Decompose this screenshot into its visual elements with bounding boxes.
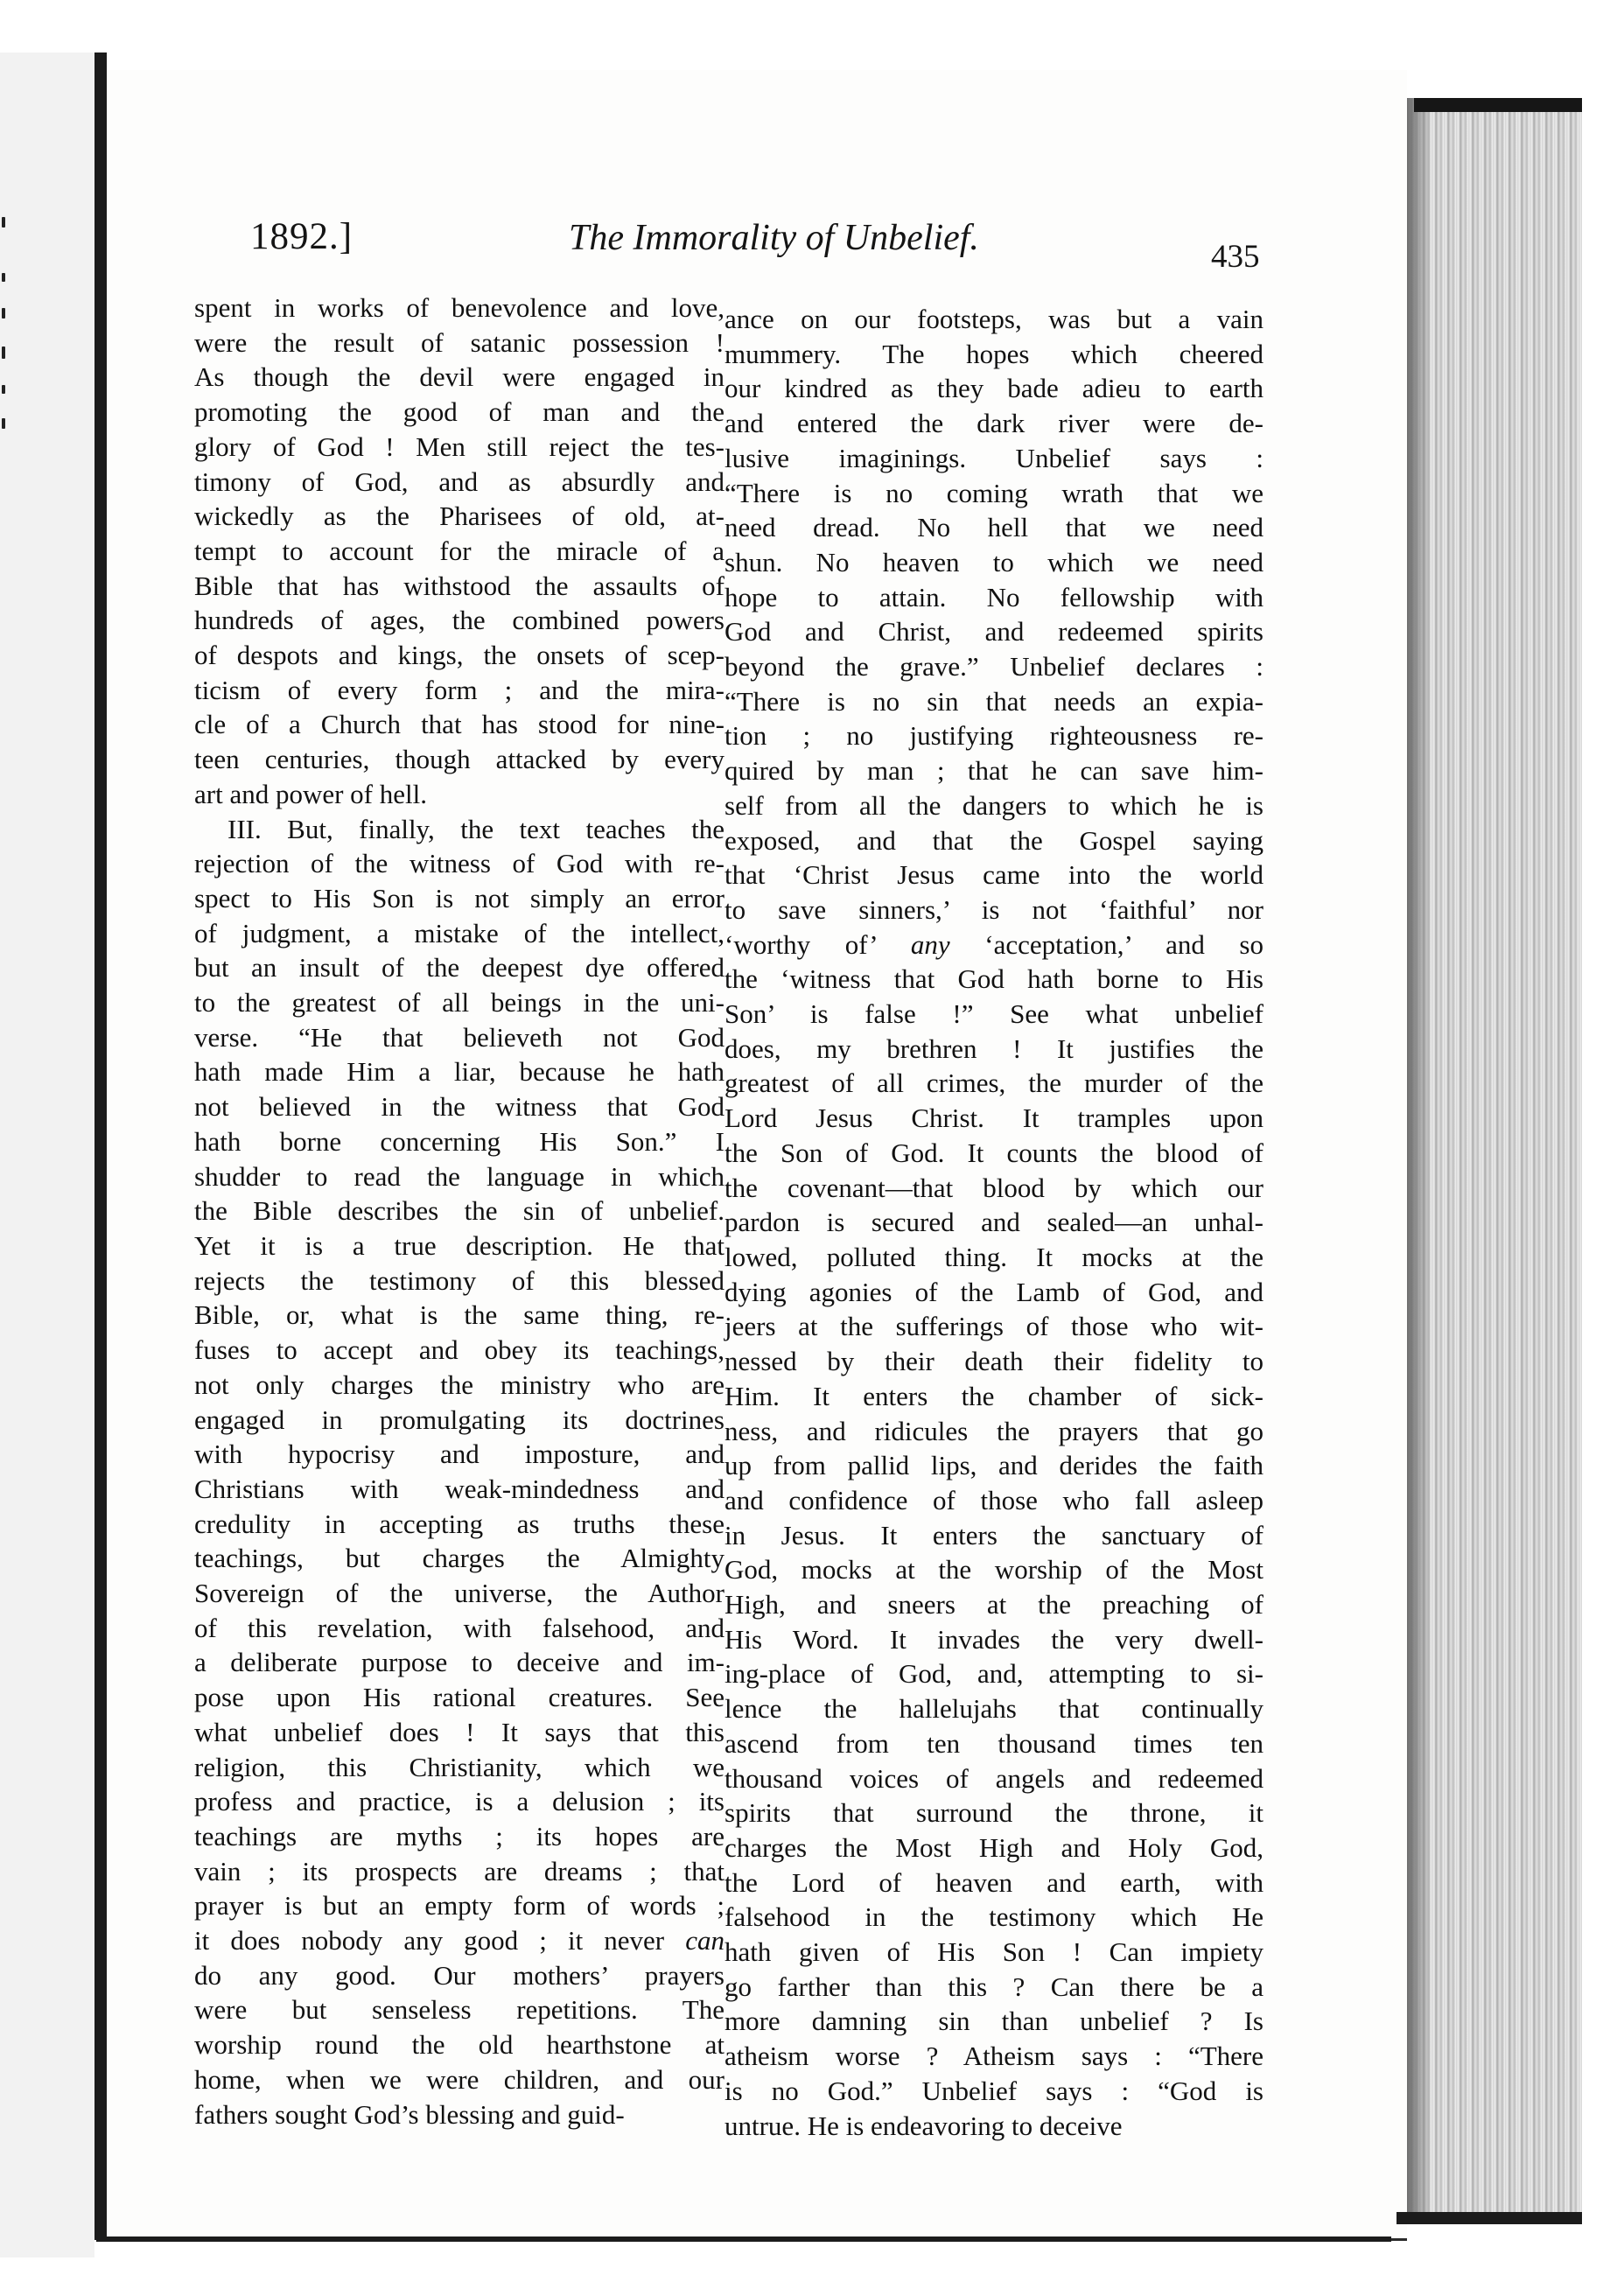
text-line: As though the devil were engaged in <box>194 361 724 393</box>
text-line: hope to attain. No fellowship with <box>724 581 1264 612</box>
text-line: dying agonies of the Lamb of God, and <box>724 1276 1264 1307</box>
text-line: nessed by their death their fidelity to <box>724 1346 1264 1377</box>
text-line: His Word. It invades the very dwell- <box>724 1623 1264 1655</box>
text-line: not only charges the ministry who are <box>194 1368 724 1400</box>
binding-gutter <box>94 52 107 2240</box>
text-line: Lord Jesus Christ. It tramples upon <box>724 1102 1264 1134</box>
text-line: engaged in promulgating its doctrines <box>194 1404 724 1435</box>
text-line: more damning sin than unbelief ? Is <box>724 2006 1264 2037</box>
text-line: a deliberate purpose to deceive and im- <box>194 1647 724 1678</box>
text-line: wickedly as the Pharisees of old, at- <box>194 500 724 532</box>
text-line: credulity in accepting as truths these <box>194 1508 724 1539</box>
text-line: go farther than this ? Can there be a <box>724 1970 1264 2002</box>
text-line: of judgment, a mistake of the intellect, <box>194 917 724 948</box>
text-line: ance on our footsteps, was but a vain <box>724 304 1264 334</box>
text-line: teachings, but charges the Almighty <box>194 1543 724 1574</box>
text-line: is no God.” Unbelief says : “God is <box>724 2075 1264 2106</box>
text-line: up from pallid lips, and derides the faith <box>724 1450 1264 1481</box>
text-line: the covenant—that blood by which our <box>724 1172 1264 1203</box>
text-line: Son’ is false !” See what unbelief <box>724 998 1264 1030</box>
text-line: the Lord of heaven and earth, with <box>724 1866 1264 1898</box>
text-line: to the greatest of all beings in the uni- <box>194 987 724 1018</box>
running-head <box>250 206 1265 275</box>
text-line: the ‘witness that God hath borne to His <box>724 963 1264 995</box>
text-line: “There is no sin that needs an expia- <box>724 685 1264 717</box>
text-line: quired by man ; that he can save him- <box>724 755 1264 787</box>
text-line: “There is no coming wrath that we <box>724 477 1264 508</box>
fore-edge-top-band <box>1414 98 1582 112</box>
text-line: Him. It enters the chamber of sick- <box>724 1380 1264 1411</box>
text-line: our kindred as they bade adieu to earth <box>724 373 1264 404</box>
text-line: need dread. No hell that we need <box>724 512 1264 543</box>
text-line: shun. No heaven to which we need <box>724 546 1264 578</box>
text-line: teen centuries, though attacked by every <box>194 744 724 775</box>
text-line: fuses to accept and obey its teachings, <box>194 1334 724 1366</box>
text-line: spent in works of benevolence and love, <box>194 292 724 323</box>
text-line: rejection of the witness of God with re- <box>194 848 724 879</box>
text-line: thousand voices of angels and redeemed <box>724 1762 1264 1794</box>
text-line: God, mocks at the worship of the Most <box>724 1554 1264 1586</box>
text-line: lence the hallelujahs that continually <box>724 1693 1264 1725</box>
text-line: ticism of every form ; and the mira- <box>194 674 724 705</box>
text-line: and entered the dark river were de- <box>724 408 1264 439</box>
text-line: to save sinners,’ is not ‘faithful’ nor <box>724 893 1264 925</box>
text-line: shudder to read the language in which <box>194 1160 724 1192</box>
page-number: 435 <box>1211 239 1260 275</box>
text-line: pose upon His rational creatures. See <box>194 1682 724 1713</box>
text-line: vain ; its prospects are dreams ; that <box>194 1855 724 1886</box>
text-line: of this revelation, with falsehood, and <box>194 1612 724 1643</box>
text-line: glory of God ! Men still reject the tes- <box>194 430 724 462</box>
text-line: atheism worse ? Atheism says : “There <box>724 2040 1264 2072</box>
text-line: mummery. The hopes which cheered <box>724 338 1264 369</box>
text-line: of despots and kings, the onsets of scep- <box>194 640 724 671</box>
text-line: Christians with weak-mindedness and <box>194 1473 724 1504</box>
text-line: the Son of God. It counts the blood of <box>724 1137 1264 1168</box>
text-line: hath borne concerning His Son.” I <box>194 1125 724 1157</box>
text-line: Bible that has withstood the assaults of <box>194 570 724 601</box>
text-line: ascend from ten thousand times ten <box>724 1727 1264 1759</box>
page-bottom-edge <box>96 2236 1391 2242</box>
text-line: in Jesus. It enters the sanctuary of <box>724 1519 1264 1550</box>
text-line: ing-place of God, and, attempting to si- <box>724 1658 1264 1690</box>
text-line: worship round the old hearthstone at <box>194 2029 724 2061</box>
text-line: the Bible describes the sin of unbelief. <box>194 1195 724 1227</box>
text-line: beyond the grave.” Unbelief declares : <box>724 651 1264 682</box>
text-line: exposed, and that the Gospel saying <box>724 824 1264 856</box>
text-line: it does nobody any good ; it never can <box>194 1925 724 1956</box>
text-line: hath given of His Son ! Can impiety <box>724 1936 1264 1968</box>
book-fore-edge <box>1407 98 1582 2216</box>
text-line: fathers sought God’s blessing and guid- <box>194 2098 625 2130</box>
text-line: God and Christ, and redeemed spirits <box>724 616 1264 648</box>
text-line: prayer is but an empty form of words ; <box>194 1890 724 1922</box>
text-line: greatest of all crimes, the murder of the <box>724 1068 1264 1099</box>
fore-edge-shadow <box>1407 98 1430 2216</box>
text-line: ness, and ridicules the prayers that go <box>724 1415 1264 1446</box>
text-line: not believed in the witness that God <box>194 1091 724 1123</box>
text-line: III. But, finally, the text teaches the <box>228 813 724 844</box>
text-line: hundreds of ages, the combined powers <box>194 605 724 636</box>
text-line: lusive imaginings. Unbelief says : <box>724 442 1264 473</box>
previous-page-edge <box>0 52 94 2258</box>
text-line: art and power of hell. <box>194 778 427 809</box>
text-line: rejects the testimony of this blessed <box>194 1264 724 1296</box>
text-line: that ‘Christ Jesus came into the world <box>724 859 1264 891</box>
text-line: but an insult of the deepest dye offered <box>194 952 724 984</box>
text-column-left <box>194 290 724 2132</box>
text-line: Yet it is a true description. He that <box>194 1229 724 1261</box>
text-line: with hypocrisy and imposture, and <box>194 1438 724 1470</box>
text-line: timony of God, and as absurdly and <box>194 466 724 497</box>
text-line: self from all the dangers to which he is <box>724 789 1264 821</box>
text-line: untrue. He is endeavoring to deceive <box>724 2110 1123 2141</box>
running-head-title: The Immorality of Unbelief. <box>569 218 979 258</box>
text-line: High, and sneers at the preaching of <box>724 1589 1264 1620</box>
text-line: does, my brethren ! It justifies the <box>724 1032 1264 1064</box>
text-line: promoting the good of man and the <box>194 396 724 428</box>
text-line: falsehood in the testimony which He <box>724 1901 1264 1933</box>
text-line: hath made Him a liar, because he hath <box>194 1056 724 1088</box>
text-line: lowed, polluted thing. It mocks at the <box>724 1241 1264 1272</box>
text-line: were but senseless repetitions. The <box>194 1994 724 2026</box>
text-line: tempt to account for the miracle of a <box>194 535 724 566</box>
text-line: tion ; no justifying righteousness re- <box>724 720 1264 752</box>
text-line: do any good. Our mothers’ prayers <box>194 1959 724 1991</box>
text-line: Bible, or, what is the same thing, re- <box>194 1299 724 1331</box>
text-line: religion, this Christianity, which we <box>194 1751 724 1782</box>
text-line: spect to His Son is not simply an error <box>194 882 724 914</box>
text-line: what unbelief does ! It says that this <box>194 1716 724 1747</box>
text-line: and confidence of those who fall asleep <box>724 1484 1264 1516</box>
text-line: verse. “He that believeth not God <box>194 1021 724 1053</box>
text-line: charges the Most High and Holy God, <box>724 1831 1264 1863</box>
text-line: pardon is secured and sealed—an unhal- <box>724 1207 1264 1238</box>
text-line: jeers at the sufferings of those who wit- <box>724 1311 1264 1342</box>
text-line: cle of a Church that has stood for nine- <box>194 709 724 740</box>
text-line: profess and practice, is a delusion ; its <box>194 1786 724 1817</box>
fore-edge-bottom-band <box>1396 2212 1582 2224</box>
text-line: were the result of satanic possession ! <box>194 326 724 358</box>
text-line: home, when we were children, and our <box>194 2063 724 2095</box>
text-line: Sovereign of the universe, the Author <box>194 1578 724 1609</box>
text-line: spirits that surround the throne, it <box>724 1797 1264 1829</box>
text-line: teachings are myths ; its hopes are <box>194 1820 724 1852</box>
text-line: ‘worthy of’ any ‘acceptation,’ and so <box>724 928 1264 960</box>
text-column-right <box>724 302 1264 2143</box>
running-head-year: 1892.] <box>250 216 354 257</box>
